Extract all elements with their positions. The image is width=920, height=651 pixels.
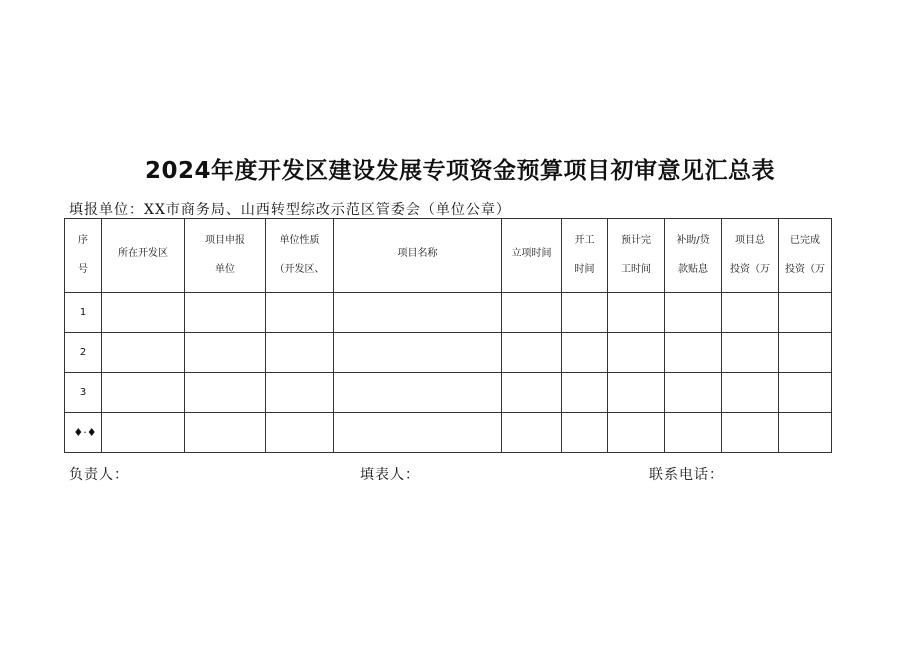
table-cell bbox=[608, 413, 665, 453]
table-cell bbox=[608, 333, 665, 373]
header-start-date: 开工 时间 bbox=[562, 219, 608, 293]
table-cell bbox=[334, 333, 502, 373]
table-cell bbox=[665, 333, 722, 373]
table-cell bbox=[502, 293, 562, 333]
table-cell bbox=[185, 373, 266, 413]
table-cell bbox=[502, 413, 562, 453]
responsible-person-label: 负责人： bbox=[69, 467, 129, 483]
table-cell bbox=[266, 413, 334, 453]
table-cell bbox=[722, 333, 779, 373]
table-row bbox=[65, 413, 832, 453]
header-unit-type: 单位性质 （开发区、 bbox=[266, 219, 334, 293]
table-cell bbox=[665, 413, 722, 453]
table-cell bbox=[185, 413, 266, 453]
table-cell bbox=[665, 293, 722, 333]
table-cell bbox=[608, 293, 665, 333]
header-zone: 所在开发区 bbox=[102, 219, 185, 293]
header-total-investment: 项目总 投资（万 bbox=[722, 219, 779, 293]
preparer-label: 填表人： bbox=[360, 467, 420, 483]
header-applicant: 项目申报 单位 bbox=[185, 219, 266, 293]
header-completion-date: 预计完 工时间 bbox=[608, 219, 665, 293]
table-cell bbox=[722, 413, 779, 453]
table-cell bbox=[779, 333, 832, 373]
reporting-unit-line: 填报单位：XX市商务局、山西转型综改示范区管委会（单位公章） bbox=[69, 202, 511, 218]
table-cell bbox=[779, 413, 832, 453]
table-cell bbox=[562, 293, 608, 333]
table-cell bbox=[185, 293, 266, 333]
page-title: 2024年度开发区建设发展专项资金预算项目初审意见汇总表 bbox=[144, 158, 775, 184]
summary-table bbox=[64, 218, 832, 453]
table-cell bbox=[502, 333, 562, 373]
header-approval-date: 立项时间 bbox=[502, 219, 562, 293]
table-row bbox=[65, 333, 832, 373]
table-cell bbox=[722, 373, 779, 413]
table-cell bbox=[608, 373, 665, 413]
table-cell bbox=[562, 373, 608, 413]
table-cell bbox=[562, 333, 608, 373]
table-cell bbox=[102, 413, 185, 453]
header-subsidy: 补助/贷 款贴息 bbox=[665, 219, 722, 293]
table-cell bbox=[102, 333, 185, 373]
table-cell bbox=[562, 413, 608, 453]
table-header-row bbox=[65, 219, 832, 293]
table-cell bbox=[102, 373, 185, 413]
row-index: 3 bbox=[65, 373, 102, 413]
header-index: 序 号 bbox=[65, 219, 102, 293]
table-cell bbox=[266, 373, 334, 413]
table-cell bbox=[334, 373, 502, 413]
table-cell bbox=[665, 373, 722, 413]
table-row bbox=[65, 293, 832, 333]
header-completed-investment: 已完成 投资（万 bbox=[779, 219, 832, 293]
table-cell bbox=[779, 373, 832, 413]
contact-phone-label: 联系电话： bbox=[649, 467, 724, 483]
table-cell bbox=[185, 333, 266, 373]
row-index: 2 bbox=[65, 333, 102, 373]
table-cell bbox=[334, 413, 502, 453]
table-cell bbox=[779, 293, 832, 333]
table-row bbox=[65, 373, 832, 413]
table-cell bbox=[266, 293, 334, 333]
row-index: ♦·♦ bbox=[65, 413, 102, 453]
table-cell bbox=[722, 293, 779, 333]
table-cell bbox=[102, 293, 185, 333]
row-index: 1 bbox=[65, 293, 102, 333]
table-cell bbox=[266, 333, 334, 373]
table-cell bbox=[502, 373, 562, 413]
header-project-name: 项目名称 bbox=[334, 219, 502, 293]
table-cell bbox=[334, 293, 502, 333]
